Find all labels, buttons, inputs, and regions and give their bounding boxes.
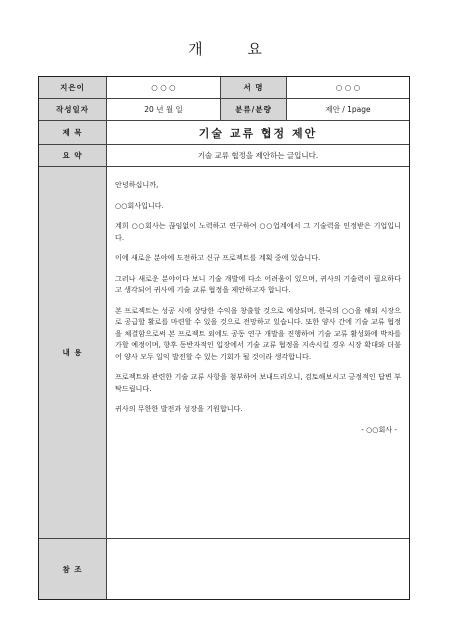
content-body	[107, 167, 409, 538]
content-paragraph: 프로젝트와 관련한 기술 교류 사항을 첨부하여 보내드리오니, 검토해보시고 긍정적인 답변 부탁드립니다.	[115, 372, 401, 393]
summary-row	[39, 145, 409, 167]
company-signature: - ○○회사 -	[361, 424, 397, 434]
document-title: 개 요	[188, 40, 282, 58]
date-row	[39, 99, 409, 121]
sign-value: ○ ○ ○	[335, 83, 361, 92]
author-row	[39, 77, 409, 99]
content-paragraph: 본 프로젝트는 성공 시에 상당한 수익을 창출할 것으로 예상되며, 한국의 ○○을 해외 시장으로 공급할 활로를 마련할 수 있을 것으로 전망하고 있습니다. 또한 양사 간에 기술 교류 협정을 체결함으로써 본 프로젝트 외에도 공동 연구 개발을 진행하여 기술 교류 활성화에 박차를 가할 예정이며, 향후 동반자적인 입장에서 기술 교류 협정을 지속시킬 경우 시장 확대와 더불어 양사 모두 일익 발전할 수 있는 기회가 될 것이라 생각합니다.	[115, 305, 401, 361]
reference-row	[39, 539, 409, 599]
reference-label: 참 조	[39, 539, 107, 599]
subject-row	[39, 121, 409, 145]
author-label: 지은이	[39, 77, 107, 98]
content-paragraph: 안녕하십니까,	[115, 180, 159, 189]
content-paragraph: 계희 ○○회사는 끊임없이 노력하고 연구하여 ○○업계에서 그 기술력을 인정받은 기업입니다.	[115, 221, 401, 242]
date-label: 작성일자	[39, 99, 107, 120]
content-paragraph: 그러나 새로운 분야이다 보니 기술 개발에 다소 어려움이 있으며, 귀사의 기술력이 필요하다고 생각되어 귀사에 기술 교류 협정을 제안하고자 합니다.	[115, 273, 401, 294]
content-paragraph: 이에 새로운 분야에 도전하고 신규 프로젝트를 계획 중에 있습니다.	[115, 253, 321, 262]
content-label: 내 용	[39, 167, 107, 538]
summary-value: 기술 교류 협정을 제안하는 글입니다.	[197, 151, 319, 160]
summary-label: 요 약	[39, 145, 107, 166]
sign-label: 서 명	[221, 77, 287, 98]
reference-value	[107, 539, 409, 599]
date-value: 20 년 월 일	[107, 99, 221, 120]
category-label: 분류/분량	[221, 99, 287, 120]
content-row	[39, 167, 409, 539]
subject-label: 제 목	[39, 121, 107, 144]
content-paragraph: 귀사의 무한한 발전과 성장을 기원합니다.	[115, 404, 243, 413]
author-value: ○ ○ ○	[107, 77, 221, 98]
category-value: 제안 / 1page	[325, 105, 371, 114]
proposal-form	[38, 76, 410, 600]
content-paragraph: ○○회사입니다.	[115, 200, 164, 210]
subject-value: 기술 교류 협정 제안	[198, 126, 318, 140]
